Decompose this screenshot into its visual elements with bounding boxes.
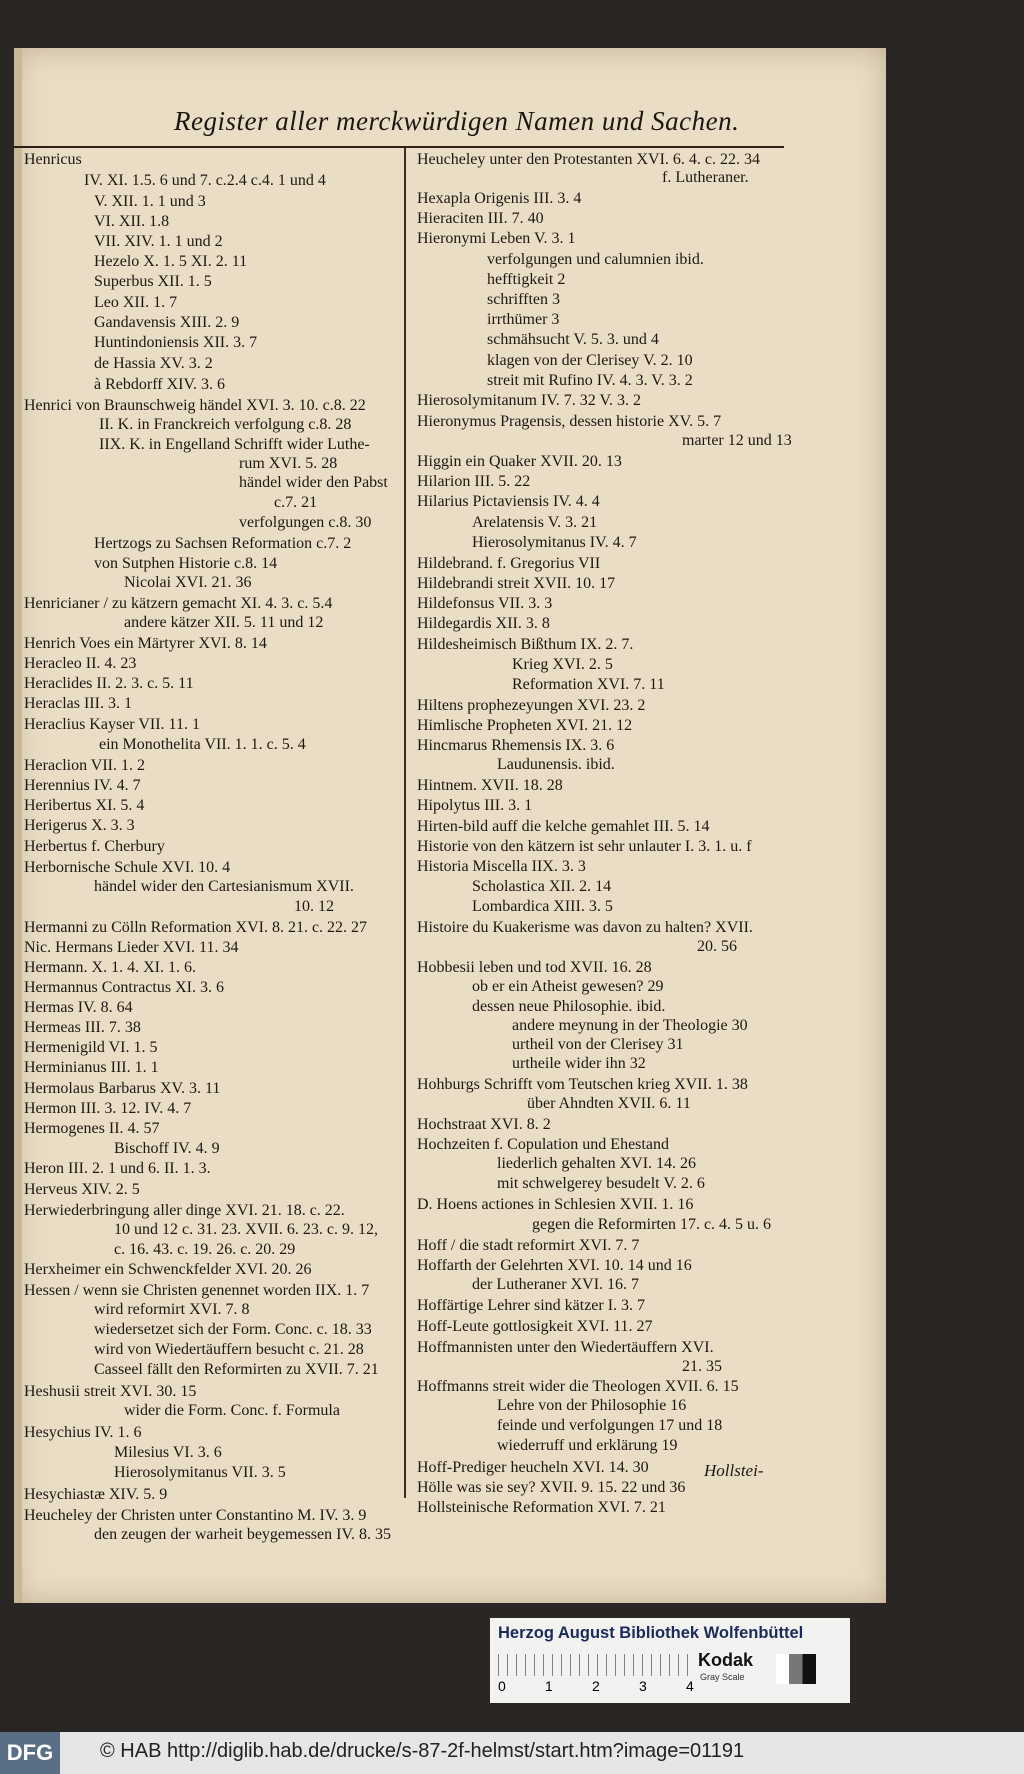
index-subentry: II. K. in Franckreich verfolgung c.8. 28 <box>99 416 352 433</box>
index-subentry: Laudunensis. ibid. <box>497 756 615 773</box>
index-entry: Hobbesii leben und tod XVII. 16. 28 <box>417 959 652 976</box>
gray-swatch <box>776 1654 816 1684</box>
index-subentry: dessen neue Philosophie. ibid. <box>472 998 666 1015</box>
ruler-number: 1 <box>545 1678 553 1694</box>
index-subentry: Lehre von der Philosophie 16 <box>497 1397 687 1414</box>
index-subentry: von Sutphen Historie c.8. 14 <box>94 555 278 572</box>
index-entry: Hermenigild VI. 1. 5 <box>24 1039 158 1056</box>
footer-url[interactable]: © HAB http://diglib.hab.de/drucke/s-87-2f-helmst/start.htm?image=01191 <box>100 1740 745 1762</box>
index-entry: Herennius IV. 4. 7 <box>24 777 141 794</box>
index-entry: Hincmarus Rhemensis IX. 3. 6 <box>417 737 615 754</box>
index-entry: Herveus XIV. 2. 5 <box>24 1181 140 1198</box>
index-entry: Hohburgs Schrifft vom Teutschen krieg XVII. 1. 38 <box>417 1076 748 1093</box>
index-subentry: V. XII. 1. 1 und 3 <box>94 193 206 210</box>
index-entry: Herminianus III. 1. 1 <box>24 1059 159 1076</box>
index-entry: Heraclides II. 2. 3. c. 5. 11 <box>24 675 194 692</box>
index-entry: Hermeas III. 7. 38 <box>24 1019 141 1036</box>
color-reference-card <box>490 1618 850 1703</box>
index-entry: Hildesheimisch Bißthum IX. 2. 7. <box>417 636 634 653</box>
index-entry: Hipolytus III. 3. 1 <box>417 797 533 814</box>
index-entry: Heribertus XI. 5. 4 <box>24 797 145 814</box>
index-entry: Herxheimer ein Schwenckfelder XVI. 20. 26 <box>24 1261 312 1278</box>
index-subentry: irrthümer 3 <box>487 311 560 328</box>
catchword: Hollstei- <box>704 1461 764 1480</box>
index-subentry: der Lutheraner XVI. 16. 7 <box>472 1276 640 1293</box>
ruler-number: 3 <box>639 1678 647 1694</box>
index-entry: Hirten-bild auff die kelche gemahlet III. 5. 14 <box>417 818 710 835</box>
index-entry: Historia Miscella IIX. 3. 3 <box>417 858 586 875</box>
ruler-scale <box>498 1654 688 1676</box>
index-entry: Henricianer / zu kätzern gemacht XI. 4. 3. c. 5.4 <box>24 595 333 612</box>
index-subentry: verfolgungen und calumnien ibid. <box>487 251 704 268</box>
index-subentry: c.7. 21 <box>274 494 318 511</box>
index-entry: Herbornische Schule XVI. 10. 4 <box>24 859 231 876</box>
index-entry: Hieronymi Leben V. 3. 1 <box>417 230 576 247</box>
index-entry: Hildegardis XII. 3. 8 <box>417 615 550 632</box>
kodak-logo: Kodak <box>698 1650 754 1670</box>
index-entry: Hoffärtige Lehrer sind kätzer I. 3. 7 <box>417 1297 646 1314</box>
index-subentry: urtheile wider ihn 32 <box>512 1055 646 1072</box>
index-entry: Hochstraat XVI. 8. 2 <box>417 1116 551 1133</box>
index-entry: Heraclion VII. 1. 2 <box>24 757 145 774</box>
index-subentry: wird reformirt XVI. 7. 8 <box>94 1301 250 1318</box>
index-subentry: Gandavensis XIII. 2. 9 <box>94 314 240 331</box>
book-page <box>14 48 886 1603</box>
index-subentry: IV. XI. 1.5. 6 und 7. c.2.4 c.4. 1 und 4 <box>84 172 326 189</box>
index-entry: D. Hoens actiones in Schlesien XVII. 1. 16 <box>417 1196 694 1213</box>
index-subentry: Hierosolymitanus IV. 4. 7 <box>472 534 637 551</box>
index-subentry: den zeugen der warheit beygemessen IV. 8. 35 <box>94 1526 391 1543</box>
index-entry: Heraclas III. 3. 1 <box>24 695 132 712</box>
index-subentry: schrifften 3 <box>487 291 561 308</box>
footer-bar <box>0 1732 1024 1774</box>
index-subentry: andere meynung in der Theologie 30 <box>512 1017 748 1034</box>
index-entry: Hexapla Origenis III. 3. 4 <box>417 190 582 207</box>
index-subentry: à Rebdorff XIV. 3. 6 <box>94 376 225 393</box>
index-subentry: schmähsucht V. 5. 3. und 4 <box>487 331 659 348</box>
page-binding-edge <box>14 48 22 1603</box>
index-subentry: f. Lutheraner. <box>662 169 749 186</box>
index-subentry: Nicolai XVI. 21. 36 <box>124 574 252 591</box>
index-subentry: Bischoff IV. 4. 9 <box>114 1140 220 1157</box>
index-subentry: feinde und verfolgungen 17 und 18 <box>497 1417 723 1434</box>
index-subentry: rum XVI. 5. 28 <box>239 455 338 472</box>
index-subentry: marter 12 und 13 <box>682 432 792 449</box>
index-entry: Heucheley der Christen unter Constantino M. IV. 3. 9 <box>24 1507 367 1524</box>
index-subentry: Superbus XII. 1. 5 <box>94 273 212 290</box>
index-subentry: händel wider den Cartesianismum XVII. <box>94 878 354 895</box>
index-entry: Hermas IV. 8. 64 <box>24 999 133 1016</box>
ruler-number: 4 <box>686 1678 694 1694</box>
index-subentry: Lombardica XIII. 3. 5 <box>472 898 613 915</box>
index-entry: Hilarius Pictaviensis IV. 4. 4 <box>417 493 600 510</box>
index-entry: Nic. Hermans Lieder XVI. 11. 34 <box>24 939 239 956</box>
index-entry: Hoff-Leute gottlosigkeit XVI. 11. 27 <box>417 1318 653 1335</box>
index-subentry: 20. 56 <box>697 938 737 955</box>
index-subentry: Huntindoniensis XII. 3. 7 <box>94 334 258 351</box>
index-subentry: 10. 12 <box>294 898 334 915</box>
index-entry: Hieraciten III. 7. 40 <box>417 210 544 227</box>
dfg-logo: DFG <box>0 1732 60 1774</box>
index-entry: Heron III. 2. 1 und 6. II. 1. 3. <box>24 1160 211 1177</box>
index-subentry: verfolgungen c.8. 30 <box>239 514 372 531</box>
index-subentry: Arelatensis V. 3. 21 <box>472 514 598 531</box>
index-entry: Hildebrand. f. Gregorius VII <box>417 555 601 572</box>
index-subentry: klagen von der Clerisey V. 2. 10 <box>487 352 693 369</box>
index-entry: Hölle was sie sey? XVII. 9. 15. 22 und 36 <box>417 1479 686 1496</box>
gray-scale-label: Gray Scale <box>700 1672 745 1682</box>
index-subentry: liederlich gehalten XVI. 14. 26 <box>497 1155 697 1172</box>
index-subentry: IIX. K. in Engelland Schrifft wider Luthe- <box>99 436 370 453</box>
index-entry: Henrici von Braunschweig händel XVI. 3. 10. c.8. 22 <box>24 397 366 414</box>
index-subentry: VI. XII. 1.8 <box>94 213 170 230</box>
index-entry: Hermannus Contractus XI. 3. 6 <box>24 979 224 996</box>
index-subentry: über Ahndten XVII. 6. 11 <box>527 1095 691 1112</box>
index-entry: Hermolaus Barbarus XV. 3. 11 <box>24 1080 221 1097</box>
index-subentry: Scholastica XII. 2. 14 <box>472 878 612 895</box>
index-entry: Hieronymus Pragensis, dessen historie XV. 5. 7 <box>417 413 722 430</box>
index-entry: Heracleo II. 4. 23 <box>24 655 137 672</box>
index-entry: Herigerus X. 3. 3 <box>24 817 135 834</box>
index-entry: Hildefonsus VII. 3. 3 <box>417 595 553 612</box>
index-entry: Higgin ein Quaker XVII. 20. 13 <box>417 453 622 470</box>
index-subentry: Milesius VI. 3. 6 <box>114 1444 222 1461</box>
index-subentry: wiedersetzet sich der Form. Conc. c. 18. 33 <box>94 1321 372 1338</box>
index-subentry: wird von Wiedertäuffern besucht c. 21. 28 <box>94 1341 364 1358</box>
index-subentry: Hezelo X. 1. 5 XI. 2. 11 <box>94 253 248 270</box>
index-entry: Herbertus f. Cherbury <box>24 838 165 855</box>
index-entry: Hesychius IV. 1. 6 <box>24 1424 142 1441</box>
index-entry: Hermon III. 3. 12. IV. 4. 7 <box>24 1100 192 1117</box>
index-entry: Hintnem. XVII. 18. 28 <box>417 777 563 794</box>
index-entry: Heucheley unter den Protestanten XVI. 6. 4. c. 22. 34 <box>417 151 761 168</box>
index-subentry: ob er ein Atheist gewesen? 29 <box>472 978 664 995</box>
library-name: Herzog August Bibliothek Wolfenbüttel <box>498 1624 804 1642</box>
index-subentry: Hertzogs zu Sachsen Reformation c.7. 2 <box>94 535 352 552</box>
index-entry: Hessen / wenn sie Christen genennet worden IIX. 1. 7 <box>24 1282 370 1299</box>
index-subentry: ein Monothelita VII. 1. 1. c. 5. 4 <box>99 736 306 753</box>
index-entry: Hildebrandi streit XVII. 10. 17 <box>417 575 616 592</box>
index-entry: Hermann. X. 1. 4. XI. 1. 6. <box>24 959 196 976</box>
index-subentry: wider die Form. Conc. f. Formula <box>124 1402 340 1419</box>
index-entry: Hoffmanns streit wider die Theologen XVII. 6. 15 <box>417 1378 739 1395</box>
index-subentry: hefftigkeit 2 <box>487 271 566 288</box>
index-subentry: de Hassia XV. 3. 2 <box>94 355 213 372</box>
index-subentry: c. 16. 43. c. 19. 26. c. 20. 29 <box>114 1241 296 1258</box>
index-subentry: Casseel fällt den Reformirten zu XVII. 7. 21 <box>94 1361 379 1378</box>
ruler-numbers <box>498 1678 733 1694</box>
index-subentry: Krieg XVI. 2. 5 <box>512 656 613 673</box>
index-entry: Histoire du Kuakerisme was davon zu halten? XVII. <box>417 919 753 936</box>
index-subentry: andere kätzer XII. 5. 11 und 12 <box>124 614 324 631</box>
index-entry: Historie von den kätzern ist sehr unlauter I. 3. 1. u. f <box>417 838 752 855</box>
index-entry: Henricus <box>24 151 82 168</box>
page-header: Register aller merckwürdigen Namen und Sachen. <box>174 106 740 136</box>
index-entry: Hesychiastæ XIV. 5. 9 <box>24 1486 168 1503</box>
index-subentry: Reformation XVI. 7. 11 <box>512 676 665 693</box>
index-subentry: wiederruff und erklärung 19 <box>497 1437 678 1454</box>
index-entry: Herwiederbringung aller dinge XVI. 21. 18. c. 22. <box>24 1202 345 1219</box>
index-subentry: gegen die Reformirten 17. c. 4. 5 u. 6 <box>532 1216 772 1233</box>
index-subentry: Leo XII. 1. 7 <box>94 294 178 311</box>
index-entry: Henrich Voes ein Märtyrer XVI. 8. 14 <box>24 635 267 652</box>
index-subentry: urtheil von der Clerisey 31 <box>512 1036 684 1053</box>
index-entry: Hollsteinische Reformation XVI. 7. 21 <box>417 1499 666 1516</box>
index-entry: Himlische Propheten XVI. 21. 12 <box>417 717 633 734</box>
header-rule <box>14 146 784 148</box>
index-entry: Hermanni zu Cölln Reformation XVI. 8. 21. c. 22. 27 <box>24 919 368 936</box>
index-entry: Heraclius Kayser VII. 11. 1 <box>24 716 200 733</box>
index-subentry: mit schwelgerey besudelt V. 2. 6 <box>497 1175 705 1192</box>
index-subentry: 21. 35 <box>682 1358 722 1375</box>
ruler-number: 0 <box>498 1678 506 1694</box>
index-subentry: VII. XIV. 1. 1 und 2 <box>94 233 223 250</box>
index-entry: Hoffmannisten unter den Wiedertäuffern XVI. <box>417 1339 714 1356</box>
index-subentry: 10 und 12 c. 31. 23. XVII. 6. 23. c. 9. 12, <box>114 1221 378 1238</box>
index-entry: Hoff-Prediger heucheln XVI. 14. 30 <box>417 1459 649 1476</box>
index-entry: Hochzeiten f. Copulation und Ehestand <box>417 1136 669 1153</box>
index-entry: Hiltens prophezeyungen XVI. 23. 2 <box>417 697 646 714</box>
index-entry: Hierosolymitanum IV. 7. 32 V. 3. 2 <box>417 392 642 409</box>
column-divider <box>404 148 406 1498</box>
index-subentry: händel wider den Pabst <box>239 474 388 491</box>
index-entry: Hoffarth der Gelehrten XVI. 10. 14 und 16 <box>417 1257 692 1274</box>
ruler-number: 2 <box>592 1678 600 1694</box>
index-entry: Hilarion III. 5. 22 <box>417 473 531 490</box>
index-entry: Heshusii streit XVI. 30. 15 <box>24 1383 197 1400</box>
index-subentry: Hierosolymitanus VII. 3. 5 <box>114 1464 286 1481</box>
index-entry: Hoff / die stadt reformirt XVI. 7. 7 <box>417 1237 640 1254</box>
index-entry: Hermogenes II. 4. 57 <box>24 1120 160 1137</box>
index-subentry: streit mit Rufino IV. 4. 3. V. 3. 2 <box>487 372 693 389</box>
